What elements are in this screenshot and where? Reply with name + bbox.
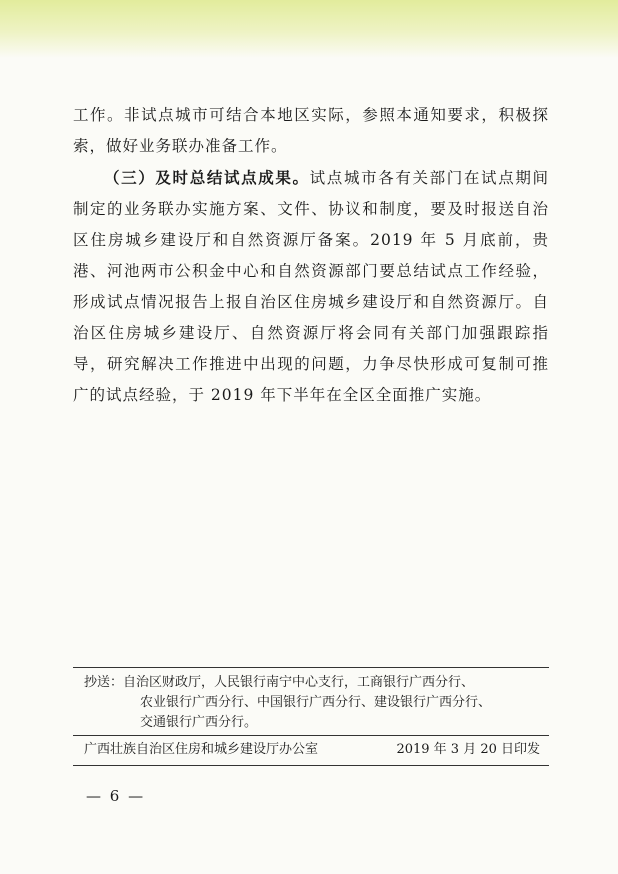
issuer-line	[84, 740, 540, 760]
cc-recipients-3: 交通银行广西分行。	[140, 715, 258, 730]
top-color-band	[0, 0, 618, 58]
page-number: — 6 —	[86, 787, 146, 805]
paragraph-text: 试点城市各有关部门在试点期间制定的业务联办实施方案、文件、协议和制度，要及时报送自治区住房城乡建设厅和自然资源厅备案。2019 年 5 月底前，贵港、河池两市公积金中心和自然资源部门要总结试点工作经验，形成试点情况报告上报自治区住房城乡建设厅和自然资源厅。自治区住房城乡建设厅、自然资源厅将会同有关部门加强跟踪指导，研究解决工作推进中出现的问题，力争尽快形成可复制可推广的试点经验，于 2019 年下半年在全区全面推广实施。	[73, 169, 549, 404]
section-heading: （三）及时总结试点成果。	[104, 168, 310, 187]
cc-block	[84, 673, 540, 733]
cc-recipients-1: 自治区财政厅，人民银行南宁中心支行，工商银行广西分行、	[123, 675, 475, 690]
cc-bottom-rule	[73, 735, 549, 736]
cc-top-rule	[73, 667, 549, 668]
cc-first-line	[84, 673, 540, 693]
cc-label: 抄送：	[84, 675, 124, 690]
paragraph-text: 工作。非试点城市可结合本地区实际，参照本通知要求，积极探索，做好业务联办准备工作。	[73, 106, 549, 155]
issue-date: 2019 年 3 月 20 日印发	[396, 742, 540, 757]
paragraph-summary	[73, 162, 549, 411]
paragraph-continuation	[73, 100, 549, 162]
document-body	[73, 100, 549, 411]
cc-recipients-2: 农业银行广西分行、中国银行广西分行、建设银行广西分行、	[140, 695, 492, 710]
issuing-office: 广西壮族自治区住房和城乡建设厅办公室	[84, 742, 319, 757]
issuer-bottom-rule	[73, 765, 549, 766]
